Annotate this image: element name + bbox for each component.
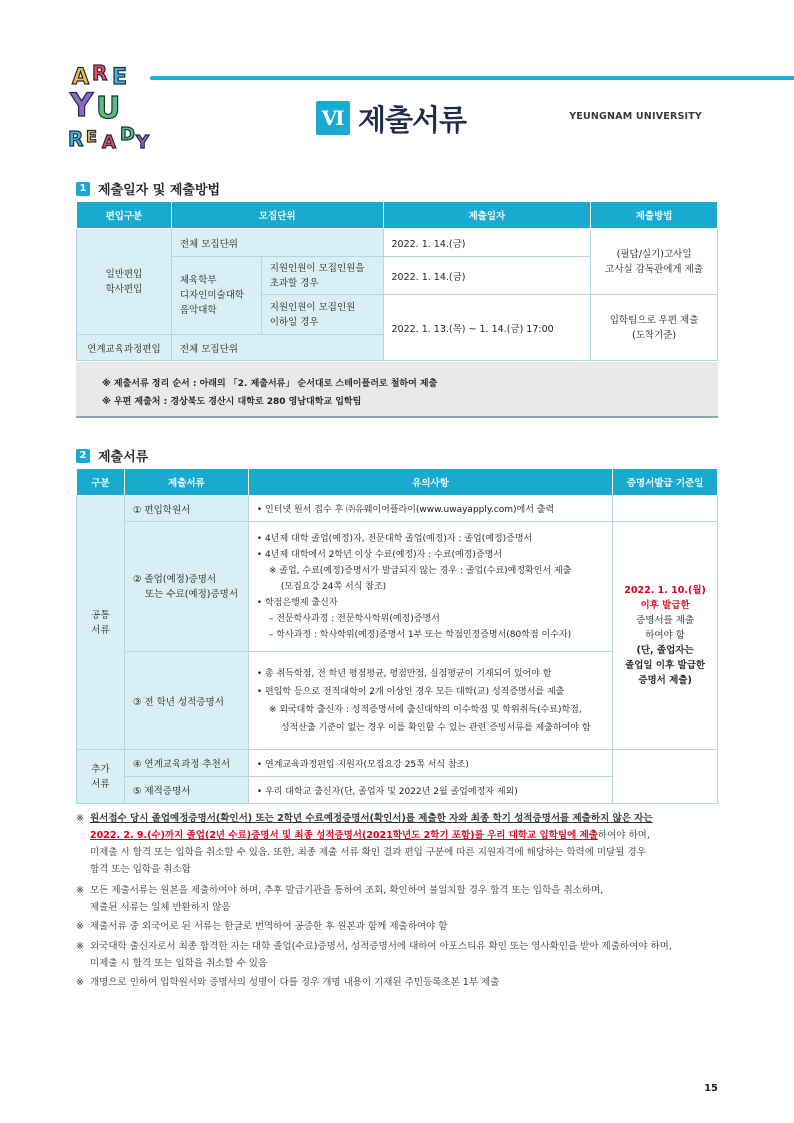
issue-date-cell xyxy=(613,522,718,750)
graduation-notes xyxy=(248,522,612,652)
over-capacity-cell: 지원인원이 모집인원을 초과할 경우 xyxy=(261,257,383,295)
note-order: ※ 제출서류 정리 순서 : 아래의 「2. 제출서류」 순서대로 스테이플러로 철하여 제출 xyxy=(102,379,438,389)
footnote-1: ※ 원서접수 당시 졸업예정증명서(확인서) 또는 2학년 수료예정증명서(확인서)를 제출한 자와 최종 학기 성적증명서를 제출하지 않은 자는 2022. 2. 9.(수)까지 졸업(2년 수료)증명서 및 최종 성적증명서(2021학년도 2학기 포함)를 우리 대학교 입학팀에 제출하여야 하며, 미제출 시 합격 또는 입학을 취소할 수 있음. 또한, 최종 제출 서류 확인 결과 편입 구분에 따른 지원자격에 해당하는 학력에 미달될 경우 합격 또는 입학을 취소함 xyxy=(76,813,653,875)
svg-text:U: U xyxy=(96,91,121,126)
page-title-text: 제출서류 xyxy=(358,102,467,137)
list-item: • 편입학 등으로 전적대학이 2개 이상인 경우 모든 대학(교) 성적증명서를 제출 xyxy=(256,686,565,697)
list-item: – 전문학사과정 : 전문학사학위(예정)증명서 xyxy=(268,613,440,624)
svg-text:A: A xyxy=(72,65,90,90)
section-2-number: 2 xyxy=(76,449,90,463)
list-item: • 4년제 대학에서 2학년 이상 수료(예정)자 : 수료(예정)증명서 xyxy=(256,549,503,560)
svg-text:E: E xyxy=(112,65,128,90)
section-2-title: 제출서류 xyxy=(98,450,149,465)
svg-text:R: R xyxy=(68,127,84,151)
method-cell: (필답/실기)고사일 고사실 감독관에게 제출 xyxy=(591,229,718,295)
section-1-number: 1 xyxy=(76,182,90,196)
issue-date-bold: (단, 졸업자는 졸업일 이후 발급한 증명서 제출) xyxy=(625,645,706,686)
svg-text:D: D xyxy=(120,124,135,145)
svg-text:A: A xyxy=(102,132,116,152)
note-address: ※ 우편 제출처 : 경상북도 경산시 대학로 280 영남대학교 입학팀 xyxy=(102,397,362,407)
footnote-1-underlined: 원서접수 당시 졸업예정증명서(확인서) 또는 2학년 수료예정증명서(확인서)를 제출한 자와 최종 학기 성적증명서를 제출하지 않은 자는 xyxy=(90,813,653,824)
list-item: 성적산출 기준이 없는 경우 이를 확인할 수 있는 관련 증빙서류를 제출하여야 함 xyxy=(280,722,591,733)
doc-graduation-certificate: ② 졸업(예정)증명서 또는 수료(예정)증명서 xyxy=(124,522,248,652)
table-row xyxy=(77,496,718,522)
date-cell: 2022. 1. 14.(금) xyxy=(383,257,591,295)
footnote-5: ※ 개명으로 인하여 입학원서와 증명서의 성명이 다를 경우 개명 내용이 기재된 주민등록초본 1부 제출 xyxy=(76,977,500,988)
special-units-cell: 체육학부 디자인미술대학 음악대학 xyxy=(171,257,261,335)
th-units: 모집단위 xyxy=(171,202,383,229)
list-item: (모집요강 24쪽 서식 참조) xyxy=(280,581,387,592)
svg-text:R: R xyxy=(92,61,108,85)
th-notes: 유의사항 xyxy=(248,469,612,496)
application-note: • 인터넷 원서 접수 후 ㈜유웨이어플라이(www.uwayapply.com)에서 출력 xyxy=(248,496,612,522)
th-type: 구분 xyxy=(77,469,125,496)
linked-transfer-label: 연계교육과정편입 xyxy=(77,335,172,361)
list-item: ※ 졸업, 수료(예정)증명서가 발급되지 않는 경우 : 졸업(수료)예정확인서 제출 xyxy=(268,565,572,576)
section-1-heading xyxy=(76,179,220,198)
date-cell: 2022. 1. 13.(목) ~ 1. 14.(금) 17:00 xyxy=(383,295,591,361)
doc-transcript: ③ 전 학년 성적증명서 xyxy=(124,652,248,750)
footnote-3: ※ 제출서류 중 외국어로 된 서류는 한글로 번역하여 공증한 후 원본과 함께 제출하여야 함 xyxy=(76,921,448,932)
page-title xyxy=(316,98,466,138)
th-date: 제출일자 xyxy=(383,202,591,229)
are-yu-ready-logo xyxy=(66,60,158,152)
empty-cell xyxy=(613,496,718,522)
list-item: – 학사과정 : 학사학위(예정)증명서 1부 또는 학점인정증명서(80학점 이수자) xyxy=(268,629,572,640)
expulsion-note: • 우리 대학교 출신자(단, 졸업자 및 2022년 2월 졸업예정자 제외) xyxy=(248,777,612,804)
table-header-row xyxy=(77,202,718,229)
svg-text:E: E xyxy=(86,127,97,146)
doc-recommendation: ④ 연계교육과정 추천서 xyxy=(124,750,248,777)
footnote-2: ※ 모든 제출서류는 원본을 제출하여야 하며, 추후 발급기관을 통하여 조회, 확인하여 불일치할 경우 합격 또는 입학을 취소하며, 제출된 서류는 일체 반환하지 않음 xyxy=(76,885,604,913)
list-item: • 학점은행제 출신자 xyxy=(256,597,338,608)
doc-application: ① 편입학원서 xyxy=(124,496,248,522)
chapter-number-badge: Ⅵ xyxy=(316,101,350,135)
th-method: 제출방법 xyxy=(591,202,718,229)
under-capacity-cell: 지원인원이 모집인원 이하일 경우 xyxy=(261,295,383,335)
table-row xyxy=(77,750,718,777)
list-item: • 4년제 대학 졸업(예정)자, 전문대학 졸업(예정)자 : 졸업(예정)증명서 xyxy=(256,533,533,544)
issue-date-normal: 증명서를 제출 하여야 함 xyxy=(636,615,695,641)
common-docs-label: 공통 서류 xyxy=(77,496,125,750)
footnote-4: ※ 외국대학 출신자로서 최종 합격한 자는 대학 졸업(수료)증명서, 성적증명서에 대하여 아포스티유 확인 또는 영사확인을 받아 제출하여야 하며, 미제출 시 합격 또는 입학을 취소할 수 있음 xyxy=(76,941,672,969)
method-cell: 입학팀으로 우편 제출 (도착기준) xyxy=(591,295,718,361)
svg-text:Y: Y xyxy=(70,86,94,124)
table-header-row xyxy=(77,469,718,496)
th-category: 편입구분 xyxy=(77,202,172,229)
th-issue-date: 증명서발급 기준일 xyxy=(613,469,718,496)
empty-cell xyxy=(613,750,718,804)
section-2-heading xyxy=(76,446,148,465)
footnote-1-red: 2022. 2. 9.(수)까지 졸업(2년 수료)증명서 및 최종 성적증명서(2021학년도 2학기 포함)를 우리 대학교 입학팀에 제출 xyxy=(90,830,598,841)
date-cell: 2022. 1. 14.(금) xyxy=(383,229,591,257)
issue-date-red: 2022. 1. 10.(월) 이후 발급한 xyxy=(624,585,706,611)
doc-expulsion-certificate: ⑤ 제적증명서 xyxy=(124,777,248,804)
all-units-cell: 전체 모집단위 xyxy=(171,229,383,257)
documents-table xyxy=(76,468,718,804)
list-item: • 총 취득학점, 전 학년 평점평균, 평점만점, 실점평균이 기재되어 있어야 함 xyxy=(256,668,552,679)
section-1-notes xyxy=(76,362,718,418)
university-name: YEUNGNAM UNIVERSITY xyxy=(569,111,702,122)
table-row xyxy=(77,522,718,652)
all-units-cell: 전체 모집단위 xyxy=(171,335,383,361)
list-item: ※ 외국대학 출신자 : 성적증명서에 출신대학의 이수학점 및 학위취득(수료)학점, xyxy=(268,704,582,715)
submission-schedule-table xyxy=(76,201,718,361)
th-document: 제출서류 xyxy=(124,469,248,496)
general-transfer-label: 일반편입 학사편입 xyxy=(77,229,172,335)
header-line xyxy=(150,76,794,80)
page-number: 15 xyxy=(704,1083,718,1094)
table-row xyxy=(77,229,718,257)
svg-text:Y: Y xyxy=(136,132,150,152)
section-1-title: 제출일자 및 제출방법 xyxy=(98,183,221,198)
recommendation-note: • 연계교육과정편입 지원자(모집요강 25쪽 서식 참조) xyxy=(248,750,612,777)
transcript-notes xyxy=(248,652,612,750)
extra-docs-label: 추가 서류 xyxy=(77,750,125,804)
